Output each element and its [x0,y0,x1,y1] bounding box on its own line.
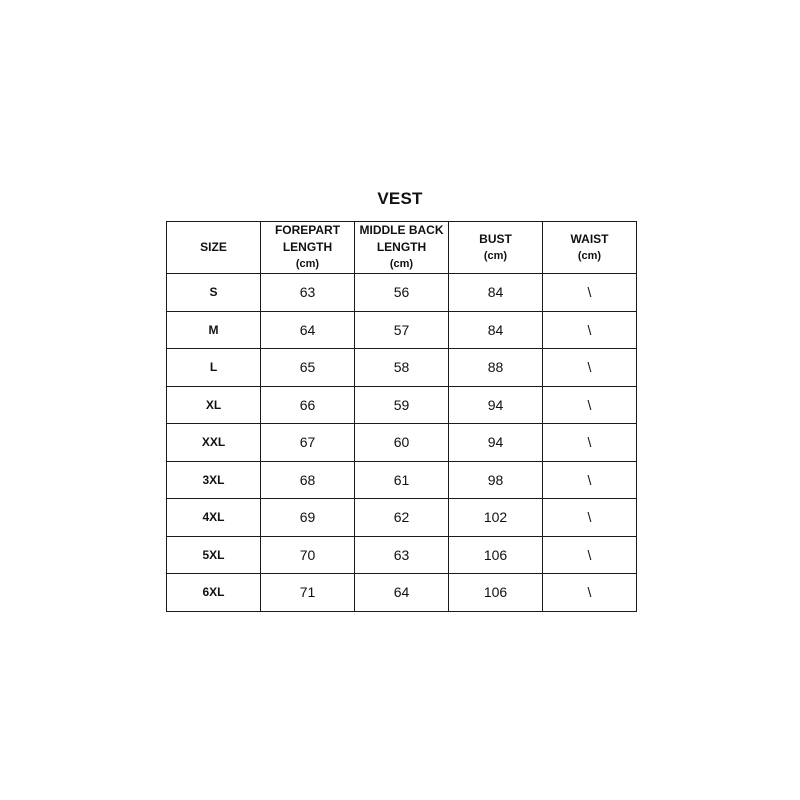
table-row [167,311,637,349]
header-middle-back-line-1: MIDDLE BACK [359,223,444,237]
header-bust-line-1: BUST [479,231,512,246]
size-chart-table [166,221,637,612]
forepart-length-cell: 68 [261,461,355,499]
middle-back-length-cell: 64 [355,574,449,612]
middle-back-length-cell: 61 [355,461,449,499]
table-row [167,461,637,499]
header-middle-back-unit: (cm) [389,258,414,270]
size-cell: 5XL [167,536,261,574]
bust-cell: 84 [449,311,543,349]
size-cell: S [167,274,261,312]
forepart-length-cell: 64 [261,311,355,349]
size-cell: 6XL [167,574,261,612]
waist-cell: \ [543,386,637,424]
middle-back-length-cell: 58 [355,349,449,387]
size-cell: 4XL [167,499,261,537]
bust-cell: 102 [449,499,543,537]
header-waist-line-1: WAIST [570,231,609,246]
header-middle-back-line-2: LENGTH [376,240,427,254]
header-forepart-unit: (cm) [295,258,320,270]
header-size [167,222,261,274]
waist-cell: \ [543,536,637,574]
header-waist [543,222,637,274]
header-row [167,222,637,274]
middle-back-length-cell: 59 [355,386,449,424]
header-waist-unit: (cm) [577,249,602,262]
table-row [167,574,637,612]
waist-cell: \ [543,349,637,387]
size-cell: XXL [167,424,261,462]
bust-cell: 98 [449,461,543,499]
forepart-length-cell: 63 [261,274,355,312]
table-row [167,499,637,537]
bust-cell: 94 [449,424,543,462]
middle-back-length-cell: 60 [355,424,449,462]
middle-back-length-cell: 63 [355,536,449,574]
size-cell: L [167,349,261,387]
header-size-line: SIZE [200,240,227,254]
forepart-length-cell: 65 [261,349,355,387]
header-middle-back-length [355,222,449,274]
header-forepart-length [261,222,355,274]
bust-cell: 84 [449,274,543,312]
header-forepart-line-1: FOREPART [274,223,341,237]
waist-cell: \ [543,574,637,612]
size-cell: XL [167,386,261,424]
table-row [167,349,637,387]
bust-cell: 94 [449,386,543,424]
middle-back-length-cell: 62 [355,499,449,537]
table-row [167,274,637,312]
bust-cell: 88 [449,349,543,387]
waist-cell: \ [543,274,637,312]
header-bust-unit: (cm) [483,249,508,262]
forepart-length-cell: 70 [261,536,355,574]
forepart-length-cell: 69 [261,499,355,537]
middle-back-length-cell: 56 [355,274,449,312]
header-forepart-line-2: LENGTH [282,240,333,254]
header-bust [449,222,543,274]
forepart-length-cell: 71 [261,574,355,612]
waist-cell: \ [543,499,637,537]
middle-back-length-cell: 57 [355,311,449,349]
waist-cell: \ [543,424,637,462]
forepart-length-cell: 66 [261,386,355,424]
table-row [167,386,637,424]
table-row [167,536,637,574]
table-row [167,424,637,462]
size-cell: 3XL [167,461,261,499]
bust-cell: 106 [449,574,543,612]
waist-cell: \ [543,311,637,349]
waist-cell: \ [543,461,637,499]
size-cell: M [167,311,261,349]
table-title: VEST [377,189,423,208]
forepart-length-cell: 67 [261,424,355,462]
bust-cell: 106 [449,536,543,574]
